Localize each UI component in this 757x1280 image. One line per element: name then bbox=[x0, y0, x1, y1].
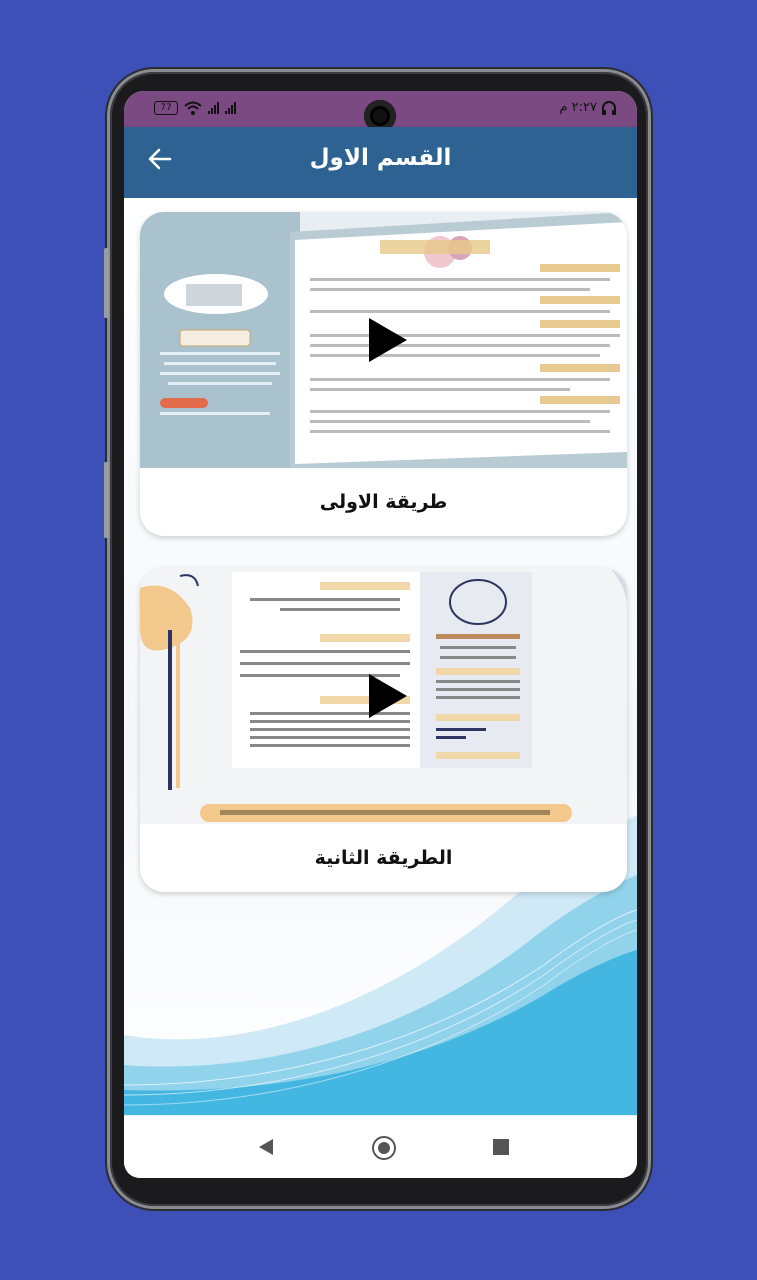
wifi-icon bbox=[184, 101, 202, 115]
video-card[interactable] bbox=[140, 212, 627, 536]
signal-icon bbox=[225, 102, 236, 114]
card-title: طريقة الاولى bbox=[319, 491, 448, 513]
nav-home-icon[interactable] bbox=[372, 1136, 396, 1160]
phone-side-button bbox=[104, 462, 109, 538]
status-right bbox=[559, 100, 617, 115]
play-icon[interactable] bbox=[365, 672, 409, 720]
video-card[interactable] bbox=[140, 568, 627, 892]
signal-icon bbox=[208, 102, 219, 114]
system-nav-bar bbox=[124, 1115, 637, 1178]
headphones-icon bbox=[601, 101, 617, 115]
nav-back-icon[interactable] bbox=[258, 1138, 274, 1156]
app-bar bbox=[124, 127, 637, 198]
content-area bbox=[124, 198, 637, 1115]
status-bar bbox=[124, 91, 637, 127]
phone-side-button bbox=[104, 248, 109, 318]
card-title: الطريقة الثانية bbox=[314, 847, 453, 869]
page-title: القسم الاول bbox=[309, 145, 452, 171]
nav-recents-icon[interactable] bbox=[493, 1139, 509, 1155]
screen bbox=[124, 91, 637, 1178]
status-icons bbox=[154, 101, 236, 115]
status-time: ٢:٢٧ م bbox=[559, 100, 597, 115]
battery-icon: 77 bbox=[154, 101, 178, 115]
play-icon[interactable] bbox=[365, 316, 409, 364]
